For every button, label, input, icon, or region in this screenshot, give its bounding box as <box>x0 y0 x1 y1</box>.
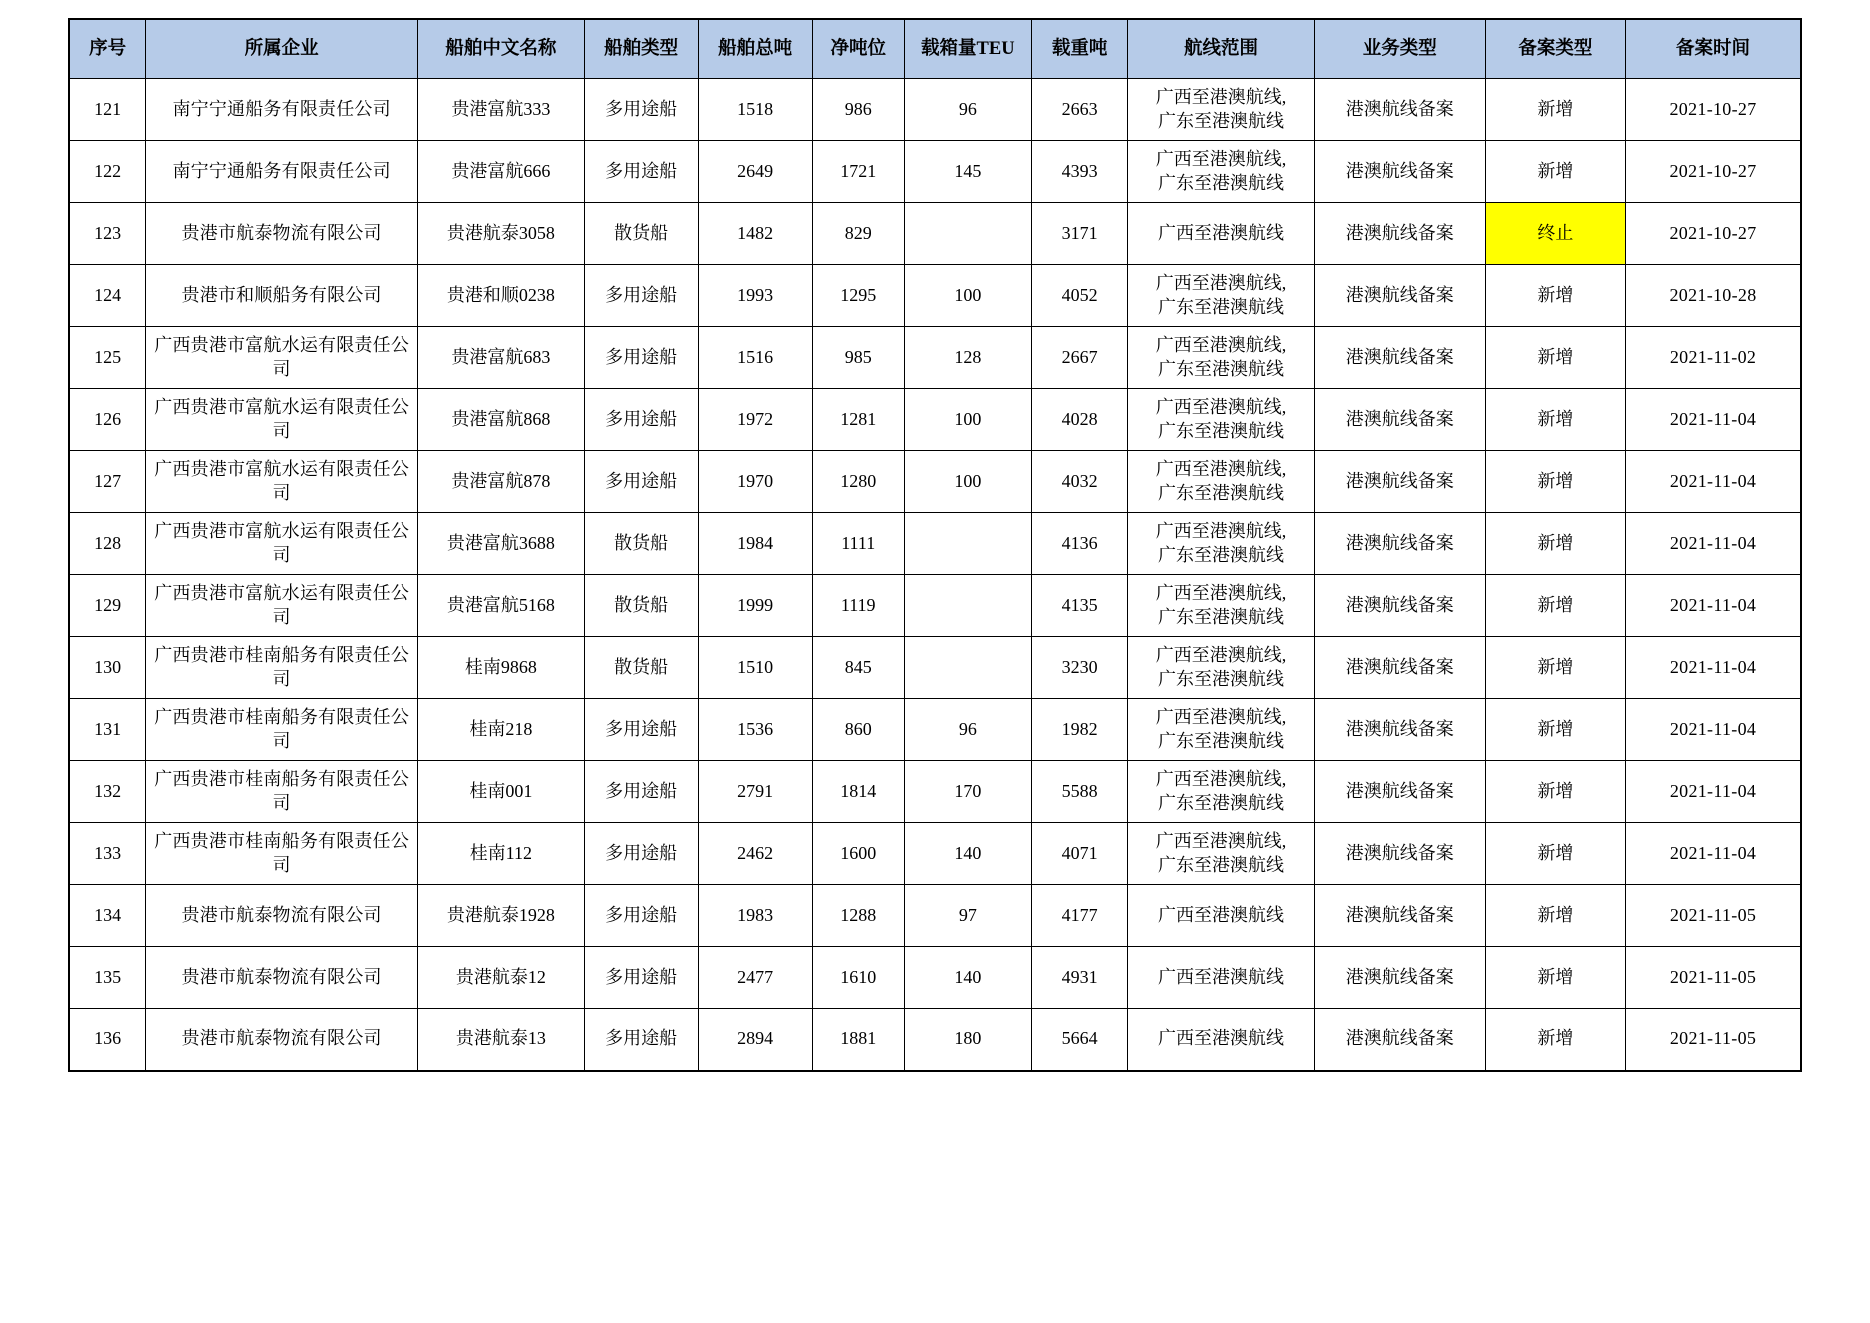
cell-record-type: 新增 <box>1485 1009 1625 1071</box>
cell-company: 广西贵港市富航水运有限责任公司 <box>146 575 418 637</box>
cell-index: 129 <box>69 575 146 637</box>
cell-record-date: 2021-11-05 <box>1626 1009 1801 1071</box>
cell-company: 贵港市航泰物流有限公司 <box>146 1009 418 1071</box>
table-row <box>69 265 1801 327</box>
cell-teu: 145 <box>904 141 1031 203</box>
cell-index: 134 <box>69 885 146 947</box>
cell-record-date: 2021-10-27 <box>1626 79 1801 141</box>
cell-ship-type: 多用途船 <box>584 79 698 141</box>
cell-business-type: 港澳航线备案 <box>1314 575 1485 637</box>
route-line: 广东至港澳航线 <box>1158 172 1285 193</box>
cell-ship-type: 多用途船 <box>584 327 698 389</box>
cell-index: 127 <box>69 451 146 513</box>
cell-route <box>1128 1009 1314 1071</box>
cell-record-type: 新增 <box>1485 141 1625 203</box>
cell-company: 南宁宁通船务有限责任公司 <box>146 141 418 203</box>
route-line: 广东至港澳航线 <box>1158 110 1285 131</box>
column-header-deadweight: 载重吨 <box>1031 19 1127 79</box>
cell-company: 贵港市航泰物流有限公司 <box>146 885 418 947</box>
route-line: 广东至港澳航线 <box>1158 854 1285 875</box>
route-line: 广西至港澳航线 <box>1158 904 1285 925</box>
cell-company: 南宁宁通船务有限责任公司 <box>146 79 418 141</box>
cell-net-tonnage: 845 <box>812 637 904 699</box>
route-line: 广东至港澳航线 <box>1158 358 1285 379</box>
cell-company: 贵港市航泰物流有限公司 <box>146 203 418 265</box>
cell-ship-type: 多用途船 <box>584 947 698 1009</box>
cell-record-date: 2021-11-05 <box>1626 885 1801 947</box>
column-header-company: 所属企业 <box>146 19 418 79</box>
cell-ship-type: 散货船 <box>584 513 698 575</box>
cell-gross-tonnage: 2894 <box>698 1009 812 1071</box>
column-header-business-type: 业务类型 <box>1314 19 1485 79</box>
cell-record-date: 2021-11-04 <box>1626 823 1801 885</box>
cell-net-tonnage: 1721 <box>812 141 904 203</box>
cell-teu: 180 <box>904 1009 1031 1071</box>
cell-business-type: 港澳航线备案 <box>1314 265 1485 327</box>
table-row <box>69 203 1801 265</box>
cell-teu: 96 <box>904 79 1031 141</box>
cell-deadweight: 2663 <box>1031 79 1127 141</box>
cell-route <box>1128 327 1314 389</box>
cell-route <box>1128 389 1314 451</box>
column-header-ship-type: 船舶类型 <box>584 19 698 79</box>
cell-deadweight: 4136 <box>1031 513 1127 575</box>
cell-teu: 100 <box>904 389 1031 451</box>
cell-ship-name: 桂南218 <box>418 699 585 761</box>
cell-ship-name: 贵港富航666 <box>418 141 585 203</box>
cell-teu: 97 <box>904 885 1031 947</box>
cell-net-tonnage: 986 <box>812 79 904 141</box>
cell-index: 124 <box>69 265 146 327</box>
route-line: 广西至港澳航线, <box>1155 768 1287 789</box>
table-row <box>69 389 1801 451</box>
route-line: 广东至港澳航线 <box>1158 606 1285 627</box>
cell-teu <box>904 513 1031 575</box>
cell-ship-name: 贵港航泰12 <box>418 947 585 1009</box>
cell-gross-tonnage: 2477 <box>698 947 812 1009</box>
cell-teu: 140 <box>904 823 1031 885</box>
cell-teu: 170 <box>904 761 1031 823</box>
cell-gross-tonnage: 1983 <box>698 885 812 947</box>
cell-record-date: 2021-11-04 <box>1626 451 1801 513</box>
cell-net-tonnage: 985 <box>812 327 904 389</box>
cell-ship-name: 桂南9868 <box>418 637 585 699</box>
cell-record-date: 2021-10-27 <box>1626 203 1801 265</box>
table-row <box>69 761 1801 823</box>
cell-deadweight: 5588 <box>1031 761 1127 823</box>
cell-net-tonnage: 1814 <box>812 761 904 823</box>
cell-ship-name: 贵港和顺0238 <box>418 265 585 327</box>
cell-gross-tonnage: 1510 <box>698 637 812 699</box>
column-header-gross-tonnage: 船舶总吨 <box>698 19 812 79</box>
cell-deadweight: 4071 <box>1031 823 1127 885</box>
table-row <box>69 699 1801 761</box>
route-line: 广东至港澳航线 <box>1158 420 1285 441</box>
table-row <box>69 141 1801 203</box>
cell-index: 130 <box>69 637 146 699</box>
cell-route <box>1128 513 1314 575</box>
route-line: 广西至港澳航线, <box>1155 830 1287 851</box>
route-line: 广西至港澳航线, <box>1155 396 1287 417</box>
cell-ship-type: 多用途船 <box>584 389 698 451</box>
cell-ship-type: 多用途船 <box>584 265 698 327</box>
cell-route <box>1128 265 1314 327</box>
cell-gross-tonnage: 1482 <box>698 203 812 265</box>
cell-deadweight: 4177 <box>1031 885 1127 947</box>
cell-record-type: 终止 <box>1485 203 1625 265</box>
route-line: 广西至港澳航线 <box>1158 1028 1285 1049</box>
cell-company: 广西贵港市富航水运有限责任公司 <box>146 389 418 451</box>
cell-record-type: 新增 <box>1485 637 1625 699</box>
cell-record-type: 新增 <box>1485 451 1625 513</box>
cell-company: 广西贵港市桂南船务有限责任公司 <box>146 637 418 699</box>
cell-gross-tonnage: 2649 <box>698 141 812 203</box>
cell-record-type: 新增 <box>1485 885 1625 947</box>
cell-gross-tonnage: 1516 <box>698 327 812 389</box>
cell-ship-name: 贵港航泰13 <box>418 1009 585 1071</box>
cell-ship-name: 贵港富航868 <box>418 389 585 451</box>
cell-deadweight: 2667 <box>1031 327 1127 389</box>
column-header-record-type: 备案类型 <box>1485 19 1625 79</box>
cell-business-type: 港澳航线备案 <box>1314 141 1485 203</box>
route-line: 广西至港澳航线, <box>1155 334 1287 355</box>
cell-record-type: 新增 <box>1485 513 1625 575</box>
table-row <box>69 79 1801 141</box>
route-line: 广西至港澳航线, <box>1155 272 1287 293</box>
cell-ship-type: 多用途船 <box>584 885 698 947</box>
cell-gross-tonnage: 1518 <box>698 79 812 141</box>
cell-deadweight: 5664 <box>1031 1009 1127 1071</box>
cell-net-tonnage: 860 <box>812 699 904 761</box>
cell-business-type: 港澳航线备案 <box>1314 1009 1485 1071</box>
cell-ship-name: 贵港富航683 <box>418 327 585 389</box>
cell-record-date: 2021-10-27 <box>1626 141 1801 203</box>
cell-record-type: 新增 <box>1485 265 1625 327</box>
cell-deadweight: 4135 <box>1031 575 1127 637</box>
route-line: 广西至港澳航线, <box>1155 582 1287 603</box>
cell-ship-name: 贵港航泰3058 <box>418 203 585 265</box>
cell-company: 广西贵港市桂南船务有限责任公司 <box>146 761 418 823</box>
cell-company: 广西贵港市富航水运有限责任公司 <box>146 451 418 513</box>
cell-route <box>1128 823 1314 885</box>
cell-record-date: 2021-11-04 <box>1626 575 1801 637</box>
cell-business-type: 港澳航线备案 <box>1314 761 1485 823</box>
cell-deadweight: 4052 <box>1031 265 1127 327</box>
cell-ship-type: 多用途船 <box>584 451 698 513</box>
column-header-ship-name: 船舶中文名称 <box>418 19 585 79</box>
cell-route <box>1128 885 1314 947</box>
cell-route <box>1128 575 1314 637</box>
cell-company: 广西贵港市富航水运有限责任公司 <box>146 513 418 575</box>
cell-business-type: 港澳航线备案 <box>1314 513 1485 575</box>
cell-business-type: 港澳航线备案 <box>1314 451 1485 513</box>
cell-gross-tonnage: 2791 <box>698 761 812 823</box>
route-line: 广西至港澳航线, <box>1155 706 1287 727</box>
route-line: 广东至港澳航线 <box>1158 668 1285 689</box>
cell-route <box>1128 451 1314 513</box>
ship-record-table <box>68 18 1802 1072</box>
cell-index: 132 <box>69 761 146 823</box>
route-line: 广东至港澳航线 <box>1158 482 1285 503</box>
cell-index: 136 <box>69 1009 146 1071</box>
route-line: 广西至港澳航线, <box>1155 86 1287 107</box>
cell-net-tonnage: 1295 <box>812 265 904 327</box>
cell-teu: 96 <box>904 699 1031 761</box>
cell-index: 133 <box>69 823 146 885</box>
cell-ship-name: 贵港富航333 <box>418 79 585 141</box>
cell-index: 131 <box>69 699 146 761</box>
cell-deadweight: 4931 <box>1031 947 1127 1009</box>
route-line: 广东至港澳航线 <box>1158 544 1285 565</box>
cell-record-date: 2021-11-04 <box>1626 389 1801 451</box>
cell-company: 贵港市航泰物流有限公司 <box>146 947 418 1009</box>
cell-record-type: 新增 <box>1485 761 1625 823</box>
cell-ship-type: 多用途船 <box>584 823 698 885</box>
cell-record-type: 新增 <box>1485 823 1625 885</box>
cell-business-type: 港澳航线备案 <box>1314 327 1485 389</box>
column-header-teu: 载箱量TEU <box>904 19 1031 79</box>
route-line: 广西至港澳航线, <box>1155 520 1287 541</box>
cell-teu: 100 <box>904 451 1031 513</box>
column-header-index: 序号 <box>69 19 146 79</box>
cell-deadweight: 4032 <box>1031 451 1127 513</box>
cell-record-type: 新增 <box>1485 699 1625 761</box>
cell-teu <box>904 203 1031 265</box>
table-body <box>69 79 1801 1071</box>
route-line: 广西至港澳航线, <box>1155 458 1287 479</box>
column-header-record-date: 备案时间 <box>1626 19 1801 79</box>
cell-company: 广西贵港市富航水运有限责任公司 <box>146 327 418 389</box>
cell-deadweight: 3171 <box>1031 203 1127 265</box>
cell-record-date: 2021-11-04 <box>1626 699 1801 761</box>
cell-ship-name: 桂南112 <box>418 823 585 885</box>
cell-index: 126 <box>69 389 146 451</box>
cell-ship-type: 多用途船 <box>584 761 698 823</box>
cell-deadweight: 4393 <box>1031 141 1127 203</box>
cell-net-tonnage: 1881 <box>812 1009 904 1071</box>
cell-record-type: 新增 <box>1485 947 1625 1009</box>
cell-ship-type: 散货船 <box>584 575 698 637</box>
cell-net-tonnage: 1610 <box>812 947 904 1009</box>
table-row <box>69 885 1801 947</box>
cell-net-tonnage: 1111 <box>812 513 904 575</box>
cell-net-tonnage: 829 <box>812 203 904 265</box>
cell-gross-tonnage: 2462 <box>698 823 812 885</box>
table-row <box>69 1009 1801 1071</box>
cell-business-type: 港澳航线备案 <box>1314 885 1485 947</box>
table-row <box>69 947 1801 1009</box>
cell-gross-tonnage: 1999 <box>698 575 812 637</box>
cell-net-tonnage: 1288 <box>812 885 904 947</box>
table-row <box>69 327 1801 389</box>
table-row <box>69 637 1801 699</box>
cell-ship-name: 贵港航泰1928 <box>418 885 585 947</box>
cell-index: 123 <box>69 203 146 265</box>
cell-gross-tonnage: 1993 <box>698 265 812 327</box>
cell-ship-type: 散货船 <box>584 203 698 265</box>
cell-index: 122 <box>69 141 146 203</box>
cell-ship-type: 散货船 <box>584 637 698 699</box>
route-line: 广西至港澳航线, <box>1155 644 1287 665</box>
table-header-row <box>69 19 1801 79</box>
route-line: 广东至港澳航线 <box>1158 792 1285 813</box>
cell-deadweight: 4028 <box>1031 389 1127 451</box>
cell-business-type: 港澳航线备案 <box>1314 823 1485 885</box>
cell-teu: 128 <box>904 327 1031 389</box>
cell-index: 128 <box>69 513 146 575</box>
cell-record-date: 2021-11-04 <box>1626 637 1801 699</box>
cell-business-type: 港澳航线备案 <box>1314 947 1485 1009</box>
cell-route <box>1128 203 1314 265</box>
cell-business-type: 港澳航线备案 <box>1314 637 1485 699</box>
cell-index: 135 <box>69 947 146 1009</box>
cell-deadweight: 1982 <box>1031 699 1127 761</box>
cell-deadweight: 3230 <box>1031 637 1127 699</box>
cell-net-tonnage: 1119 <box>812 575 904 637</box>
cell-ship-name: 贵港富航5168 <box>418 575 585 637</box>
cell-record-date: 2021-11-02 <box>1626 327 1801 389</box>
table-row <box>69 513 1801 575</box>
cell-net-tonnage: 1281 <box>812 389 904 451</box>
cell-route <box>1128 761 1314 823</box>
cell-route <box>1128 79 1314 141</box>
cell-company: 贵港市和顺船务有限公司 <box>146 265 418 327</box>
cell-teu: 100 <box>904 265 1031 327</box>
cell-record-date: 2021-11-04 <box>1626 761 1801 823</box>
cell-record-date: 2021-11-04 <box>1626 513 1801 575</box>
route-line: 广西至港澳航线 <box>1158 222 1285 243</box>
route-line: 广西至港澳航线, <box>1155 148 1287 169</box>
cell-record-date: 2021-10-28 <box>1626 265 1801 327</box>
table-row <box>69 823 1801 885</box>
cell-index: 125 <box>69 327 146 389</box>
cell-index: 121 <box>69 79 146 141</box>
cell-gross-tonnage: 1972 <box>698 389 812 451</box>
cell-ship-type: 多用途船 <box>584 141 698 203</box>
cell-ship-name: 桂南001 <box>418 761 585 823</box>
cell-gross-tonnage: 1984 <box>698 513 812 575</box>
table-row <box>69 575 1801 637</box>
cell-record-type: 新增 <box>1485 389 1625 451</box>
table-header <box>69 19 1801 79</box>
cell-record-type: 新增 <box>1485 575 1625 637</box>
cell-record-date: 2021-11-05 <box>1626 947 1801 1009</box>
cell-business-type: 港澳航线备案 <box>1314 79 1485 141</box>
cell-ship-type: 多用途船 <box>584 699 698 761</box>
cell-route <box>1128 947 1314 1009</box>
cell-net-tonnage: 1600 <box>812 823 904 885</box>
column-header-route: 航线范围 <box>1128 19 1314 79</box>
cell-net-tonnage: 1280 <box>812 451 904 513</box>
cell-record-type: 新增 <box>1485 79 1625 141</box>
cell-business-type: 港澳航线备案 <box>1314 203 1485 265</box>
cell-ship-name: 贵港富航878 <box>418 451 585 513</box>
column-header-net-tonnage: 净吨位 <box>812 19 904 79</box>
cell-route <box>1128 141 1314 203</box>
route-line: 广东至港澳航线 <box>1158 730 1285 751</box>
cell-gross-tonnage: 1970 <box>698 451 812 513</box>
cell-gross-tonnage: 1536 <box>698 699 812 761</box>
cell-business-type: 港澳航线备案 <box>1314 699 1485 761</box>
cell-company: 广西贵港市桂南船务有限责任公司 <box>146 699 418 761</box>
table-row <box>69 451 1801 513</box>
cell-teu <box>904 637 1031 699</box>
route-line: 广西至港澳航线 <box>1158 966 1285 987</box>
cell-teu <box>904 575 1031 637</box>
cell-business-type: 港澳航线备案 <box>1314 389 1485 451</box>
cell-record-type: 新增 <box>1485 327 1625 389</box>
cell-route <box>1128 699 1314 761</box>
cell-teu: 140 <box>904 947 1031 1009</box>
cell-ship-name: 贵港富航3688 <box>418 513 585 575</box>
route-line: 广东至港澳航线 <box>1158 296 1285 317</box>
cell-company: 广西贵港市桂南船务有限责任公司 <box>146 823 418 885</box>
cell-ship-type: 多用途船 <box>584 1009 698 1071</box>
cell-route <box>1128 637 1314 699</box>
